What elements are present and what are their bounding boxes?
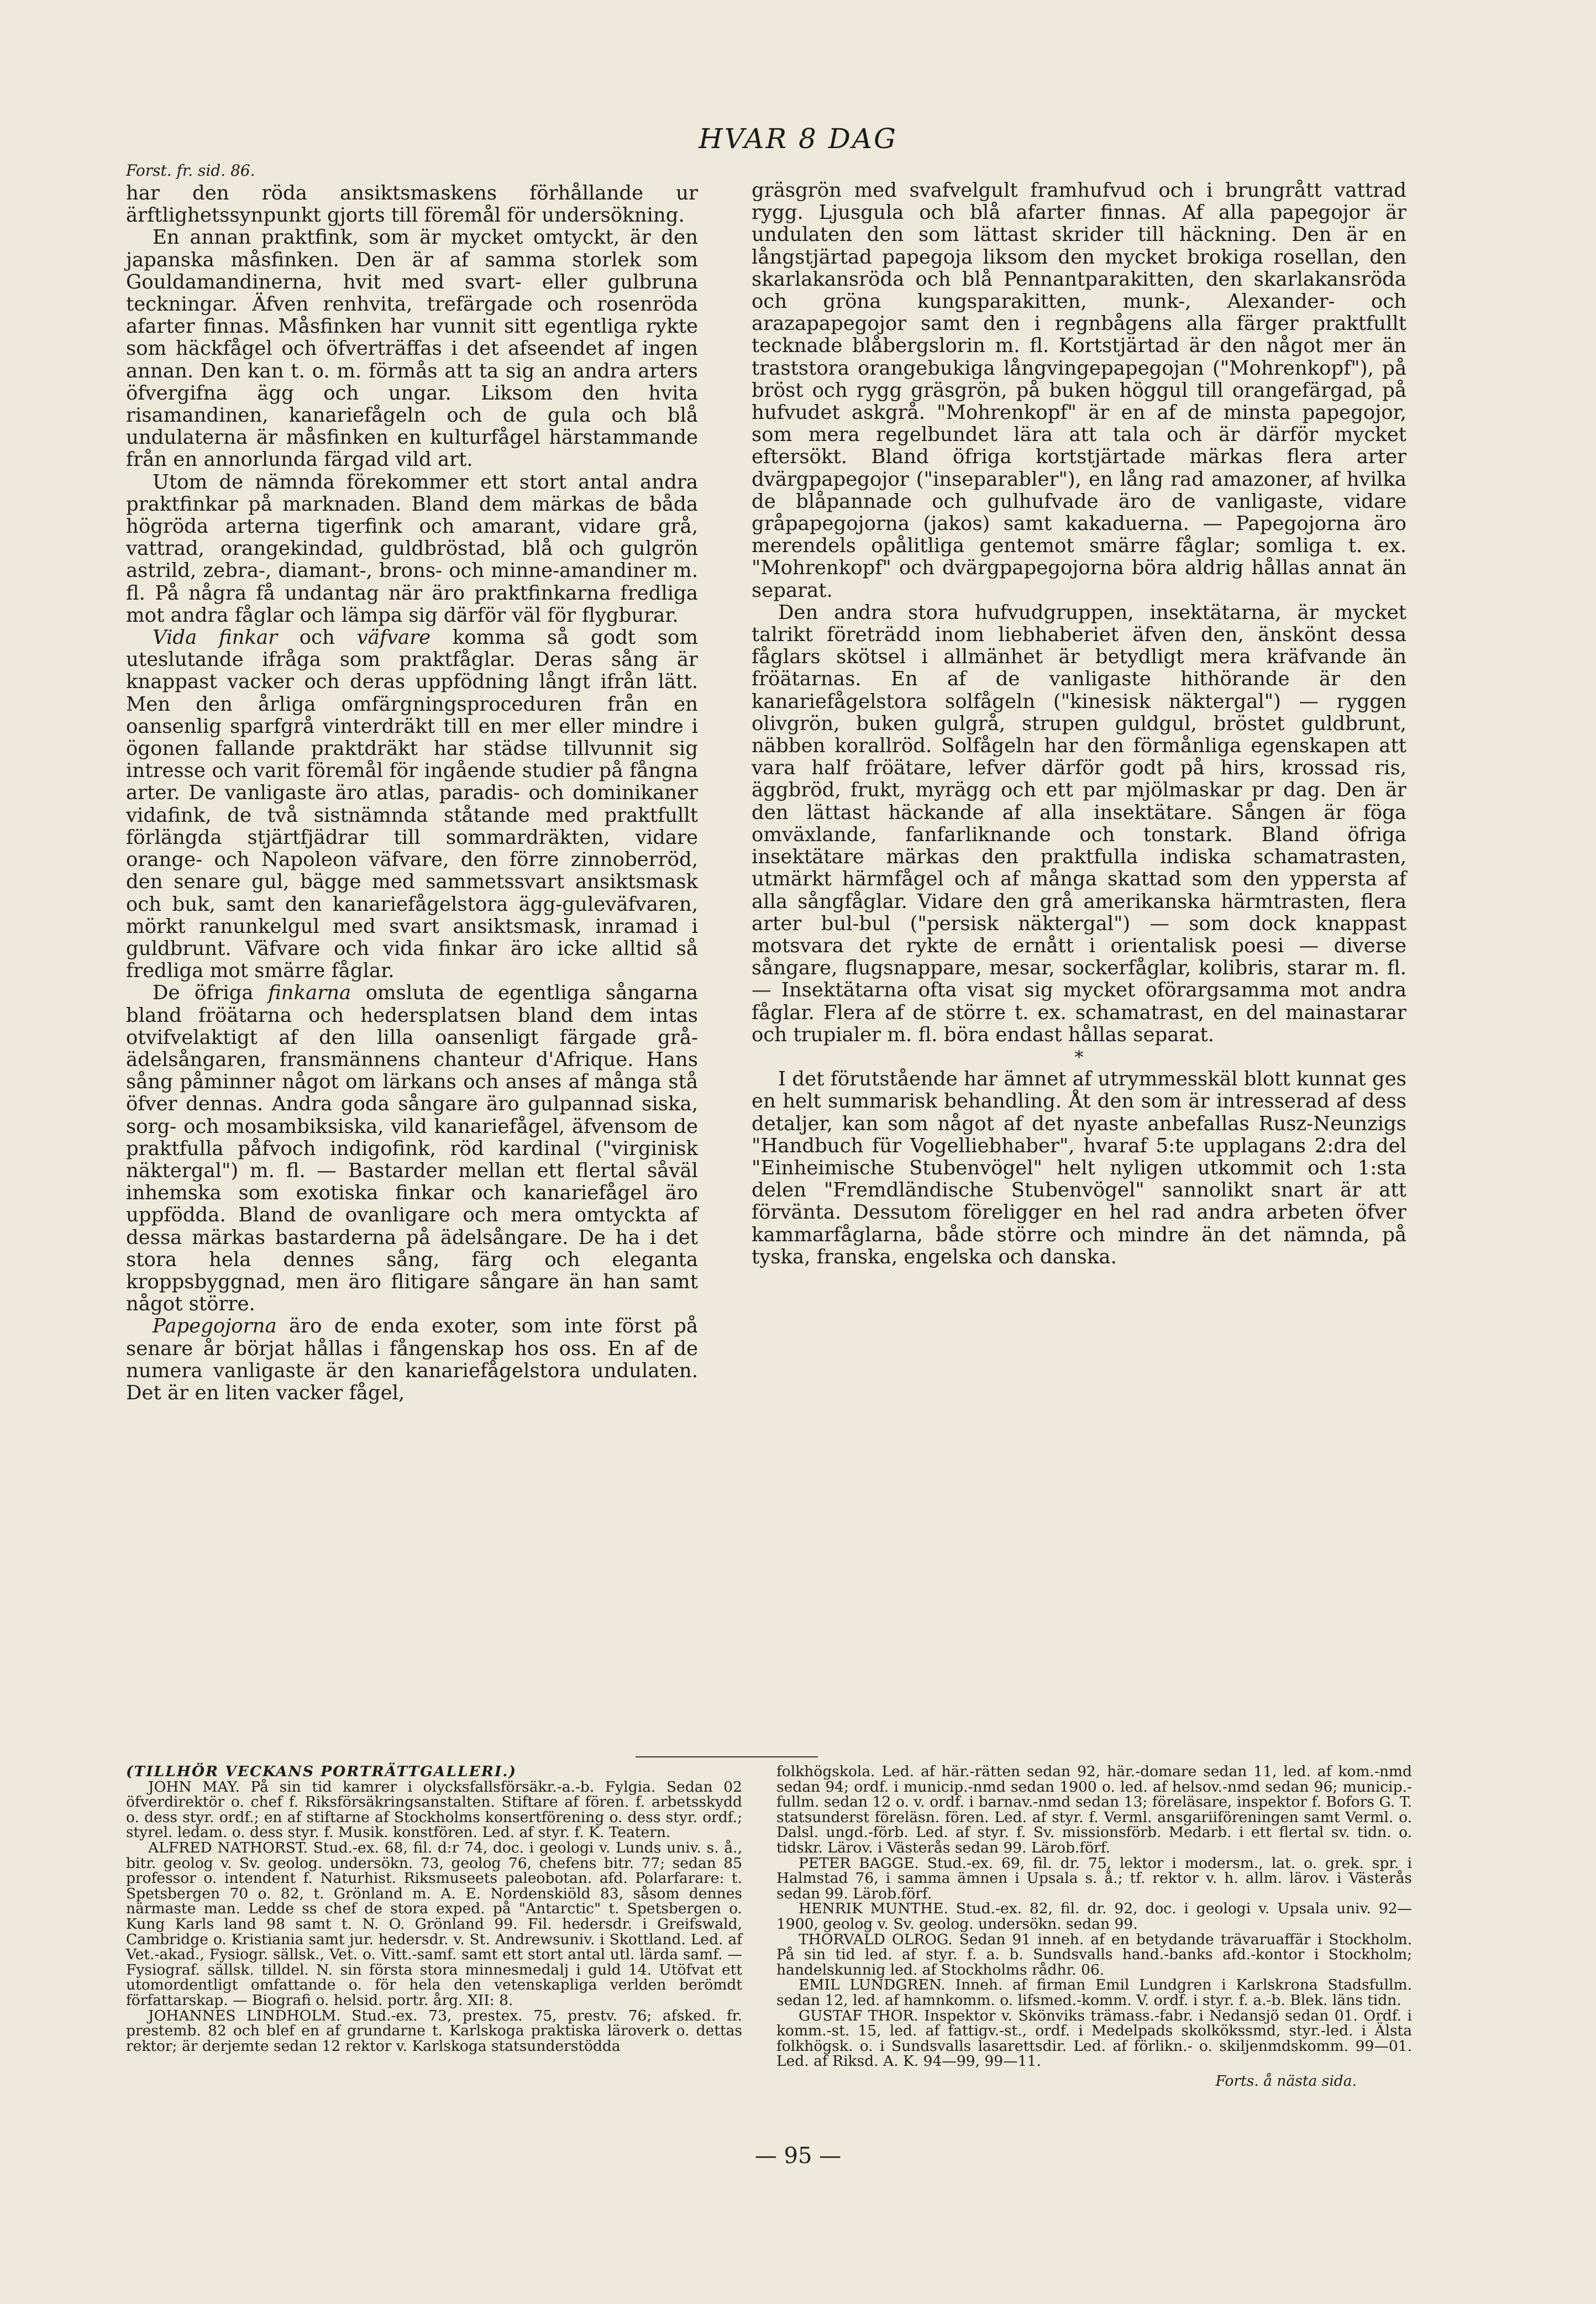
biography-note: PETER BAGGE. Stud.-ex. 69, fil. dr. 75, lektor i modersm., lat. o. grek. spr. i Halmstad 76, i samma ämnen i Upsala s. å.; tf. rektor v. h. allm. lärov. i Västerås sedan 99. Lärob.förf. [776,1854,1412,1902]
notes-title: (TILLHÖR VECKANS PORTRÄTTGALLERI.) [126,1763,517,1780]
biography-note: JOHN MAY. På sin tid kamrer i olycksfallsförsäkr.-a.-b. Fylgia. Sedan 02 öfverdirektör o. chef f. Riksförsäkringsanstalten. Stiftare af fören. f. arbetsskydd o. dess styr. ordf.; en af stiftarne af Stockholms konsertförening o. dess styr. ordf.; styrel. ledam. o. dess styr. f. Musik. konstfören. Led. af styr. f. K. Teatern. [126,1778,742,1841]
paragraph: Den andra stora hufvudgruppen, insektätarna, är mycket talrikt företrädd inom liebhaberiet äfven den, änskönt dessa fåglars skötsel i allmänhet är betydligt mera kräfvande än fröätarnas. En af de vanligaste hithörande är den kanariefågelstora solfågeln ("kinesisk näktergal") — ryggen olivgrön, buken gulgrå, strupen guldgul, bröstet guldbrunt, näbben korallröd. Solfågeln har den förmånliga egenskapen att vara half fröätare, lefver därför godt på hirs, krossad ris, äggbröd, frukt, myrägg och ett par mjölmaskar pr dag. Den är den lättast häckande af alla insektätare. Sången är föga omväxlande, fanfarliknande och tonstark. Bland öfriga insektätare märkas den praktfulla indiska schamatrasten, utmärkt härmfågel och af många skattad som den yppersta af alla sångfåglar. Vidare den grå amerikanska härmtrasten, flera arter bul-bul ("persisk näktergal") — som dock knappast motsvara det rykte de ernått i orientalisk poesi — diverse sångare, flugsnappare, mesar, sockerfåglar, kolibris, starar m. fl. — Insektätarna ofta visat sig mycket oförargsamma mot andra fåglar. Flera af de större t. ex. schamatrast, en del mainastarar och trupialer m. fl. böra endast hållas separat. [752,601,1406,1046]
biography-note: JOHANNES LINDHOLM. Stud.-ex. 73, prestex. 75, prestv. 76; afsked. fr. prestemb. 82 och blef en af grundarne t. Karlskoga praktiska läroverk o. dettas rektor; är derjemte sedan 12 rektor v. Karlskoga statsunderstödda [126,2007,742,2055]
notes-divider [636,1756,818,1757]
portrait-gallery-notes-left [126,1764,742,2054]
paragraph: gräsgrön med svafvelgult framhufvud och i brungrått vattrad rygg. Ljusgula och blå afarter finnas. Af alla papegojor är undulaten den som lättast skrider till häckning. Den är en långstjärtad papegoja liksom den mycket brokiga rosellan, den skarlakansröda och blå Pennantparakitten, den skarlakansröda och gröna kungsparakitten, munk-, Alexander- och arazapapegojor samt den i regnbågens alla färger praktfullt tecknade blåbergslorin m. fl. Kortstjärtad är den något mer än traststora orangebukiga långvingepapegojan ("Mohrenkopf"), på bröst och rygg gräsgrön, på buken höggul till orangefärgad, på hufvudet askgrå. "Mohrenkopf" är en af de minsta papegojor, som mera regelbundet lära att tala och är därför mycket eftersökt. Bland öfriga kortstjärtade märkas flera arter dvärgpapegojor ("inseparabler"), en lång rad amazoner, af hvilka de blåpannade och gulhufvade äro de vanligaste, vidare gråpapegojorna (jakos) samt kakaduerna. — Papegojorna äro merendels opålitliga gentemot smärre fåglar; somliga t. ex. "Mohrenkopf" och dvärgpapegojorna böra aldrig hållas annat än separat. [752,179,1406,602]
biography-note: ALFRED NATHORST. Stud.-ex. 68, fil. d:r 74, doc. i geologi v. Lunds univ. s. å., bitr. geolog v. Sv. geolog. undersökn. 73, geolog 76, chefens bitr. 77; sedan 85 professor o. intendent f. Naturhist. Riksmuseets paleobotan. afd. Polarfarare: t. Spetsbergen 70 o. 82, t. Grönland m. A. E. Nordenskiöld 83, såsom dennes närmaste man. Ledde ss chef de stora exped. på "Antarctic" t. Spetsbergen o. Kung Karls land 98 samt t. N. O. Grönland 99. Fil. hedersdr. i Greifswald, Cambridge o. Kristiania samt jur. hedersdr. v. St. Andrewsuniv. i Skottland. Led. af Vet.-akad., Fysiogr. sällsk., Vet. o. Vitt.-samf. samt ett stort antal utl. lärda samf. — Fysiograf. sällsk. tilldel. N. sin första stora minnesmedalj i guld 14. Utöfvat ett utomordentligt omfattande o. för hela den vetenskapliga verlden berömdt författarskap. — Biografi o. helsid. portr. årg. XII: 8. [126,1839,742,2009]
emphasis: finkarna [267,982,351,1005]
paragraph: En annan praktfink, som är mycket omtyckt, är den japanska måsfinken. Den är af samma storlek som Gouldamandinerna, hvit med svart- eller gulbruna teckningar. Äfven renhvita, trefärgade och rosenröda afarter finnas. Måsfinken har vunnit sitt egentliga rykte som häckfågel och öfverträffas i det afseendet af ingen annan. Den kan t. o. m. förmås att ta sig an andra arters öfvergifna ägg och ungar. Liksom den hvita risamandinen, kanariefågeln och de gula och blå undulaterna är måsfinken en kulturfågel härstammande från en annorlunda färgad vild art. [126,226,698,471]
paragraph: Utom de nämnda förekommer ett stort antal andra praktfinkar på marknaden. Bland dem märkas de båda högröda arterna tigerfink och amarant, vidare grå, vattrad, orangekindad, guldbröstad, blå och gulgrön astrild, zebra-, diamant-, brons- och minne-amandiner m. fl. På några få undantag när äro praktfinkarna fredliga mot andra fåglar och lämpa sig därför väl för flygburar. [126,470,698,627]
closing-paragraph: I det förutstående har ämnet af utrymmesskäl blott kunnat ges en helt summarisk behandling. Åt den som är intresserad af dess detaljer, kan som något af det nyaste anbefallas Rusz-Neunzigs "Handbuch für Vogelliebhaber", hvaraf 5:te upplagans 2:dra del "Einheimische Stubenvögel" helt nyligen utkommit och 1:sta delen "Fremdländische Stubenvögel" sannolikt snart är att förvänta. Dessutom föreligger en hel rad andra arbeten öfver kammarfåglarna, både större och mindre än det nämnda, på tyska, franska, engelska och danska. [752,1068,1406,1268]
section-star: * [1074,1046,1084,1068]
continued-next-note: Forts. å nästa sida. [1215,2072,1357,2090]
biography-note: folkhögskola. Led. af här.-rätten sedan 92, här.-domare sedan 11, led. af kom.-nmd sedan 94; ordf. i municip.-nmd sedan 1900 o. led. af helsov.-nmd sedan 96; municip.-fullm. sedan 12 o. v. ordf. i barnav.-nmd sedan 13; föreläsare, inspektor f. Bofors G. T. statsunderst föreläsn. fören. Led. af styr. f. Verml. ansgariiföreningen samt Verml. o. Dalsl. ungd.-förb. Led. af styr. f. Sv. missionsförb. Medarb. i ett flertal sv. tidn. o. tidskr. Lärov. i Västerås sedan 99. Lärob.förf. [776,1763,1412,1856]
biography-note: EMIL LUNDGREN. Inneh. af firman Emil Lundgren i Karlskrona Stadsfullm. sedan 12, led. af hamnkomm. o. lifsmed.-komm. V. ordf. i styr. f. a.-b. Blek. läns tidn. [776,1976,1412,2009]
page-number: — 95 — [754,2143,842,2169]
paragraph: De öfriga finkarna omsluta de egentliga sångarna bland fröätarna och hedersplatsen bland dem intas otvifvelaktigt af den lilla oansenligt färgade grå-ädelsångaren, fransmännens chanteur d'Afrique. Hans sång påminner något om lärkans och anses af många stå öfver dennas. Andra goda sångare äro gulpannad siska, sorg- och mosambiksiska, vild kanariefågel, äfvensom de praktfulla påfvoch indigofink, röd kardinal ("virginisk näktergal") m. fl. — Bastarder mellan ett flertal såväl inhemska som exotiska finkar och kanariefågel äro uppfödda. Bland de ovanligare och mera omtyckta af dessa märkas bastarderna på ädelsångare. De ha i det stora hela dennes sång, färg och eleganta kroppsbyggnad, men äro flitigare sångare än han samt något större. [126,982,698,1316]
emphasis: Papegojorna [153,1315,277,1338]
biography-note: HENRIK MUNTHE. Stud.-ex. 82, fil. dr. 92, doc. i geologi v. Upsala univ. 92—1900, geolog v. Sv. geolog. undersökn. sedan 99. [776,1900,1412,1933]
left-column [126,182,698,1404]
emphasis: Vida finkar [153,626,278,649]
running-head: HVAR 8 DAG [699,123,897,155]
paragraph: Vida finkar och väfvare komma så godt som uteslutande ifråga som praktfåglar. Deras sång är knappast vacker och deras uppfödning långt ifrån lätt. Men den årliga omfärgningsproceduren från en oansenlig sparfgrå vinterdräkt till en mer eller mindre i ögonen fallande praktdräkt har städse tillvunnit sig intresse och varit föremål för ingående studier på fångna arter. De vanligaste äro atlas, paradis- och dominikaner vidafink, de två sistnämnda ståtande med praktfullt förlängda stjärtfjädrar till sommardräkten, vidare orange- och Napoleon väfvare, den förre zinnoberröd, den senare gul, bägge med sammetssvart ansiktsmask och buk, samt den kanariefågelstora ägg-guleväfvaren, mörkt ranunkelgul med svart ansiktsmask, inramad i guldbrunt. Väfvare och vida finkar äro icke alltid så fredliga mot smärre fåglar. [126,626,698,983]
emphasis: väfvare [356,626,431,649]
paragraph: har den röda ansiktsmaskens förhållande ur ärftlighetssynpunkt gjorts till föremål för undersökning. [126,182,698,227]
biography-note: THORVALD OLROG. Sedan 91 inneh. af en betydande trävaruaffär i Stockholm. På sin tid led. af styr. f. a. b. Sundsvalls hand.-banks afd.-kontor i Stockholm; handelskunnig led. af Stockholms rådhr. 06. [776,1930,1412,1978]
portrait-gallery-notes-right [776,1764,1412,2088]
biography-note: GUSTAF THOR. Inspektor v. Skönviks trämass.-fabr. i Nedansjö sedan 01. Ordf. i komm.-st. 15, led. af fattigv.-st., ordf. i Medelpads skolkökssmd, styr.-led. i Älsta folkhögsk. o. i Sundsvalls lasarettsdir. Led. af förlikn.- o. skiljenmdskomm. 99—01. Led. af Riksd. A. K. 94—99, 99—11. [776,2007,1412,2070]
continued-from-note: Forst. fr. sid. 86. [126,161,255,180]
paragraph: Papegojorna äro de enda exoter, som inte först på senare år börjat hållas i fångenskap hos oss. En af de numera vanligaste är den kanariefågelstora undulaten. Det är en liten vacker fågel, [126,1315,698,1404]
right-column [752,180,1406,1268]
